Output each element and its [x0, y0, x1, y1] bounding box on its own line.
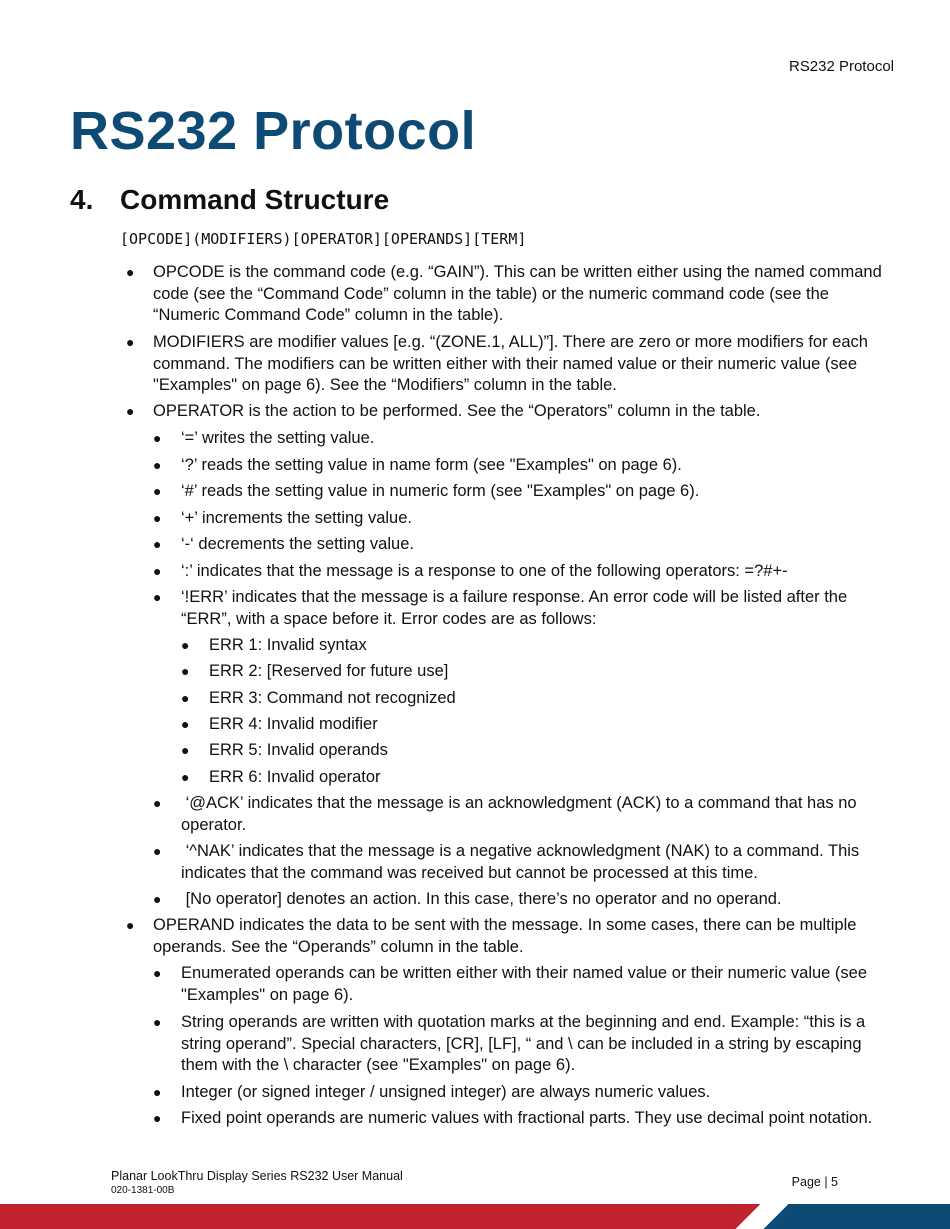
section-heading-text: Command Structure — [120, 184, 390, 215]
bullet-icon: ● — [153, 536, 162, 552]
bullet-operand-integer: ● Integer (or signed integer / unsigned integer) are always numeric values. — [153, 1082, 898, 1104]
bullet-icon: ● — [126, 264, 135, 280]
bullet-op-nak: ● ‘^NAK’ indicates that the message is a negative acknowledgment (NAK) to a command. This indicates that the command was received but cannot be processed at this time. — [153, 842, 864, 882]
bullet-op-ack: ● ‘@ACK’ indicates that the message is an acknowledgment (ACK) to a command that has no operator. — [153, 794, 862, 834]
bullet-op-none: ● [No operator] denotes an action. In this case, there’s no operator and no operand. — [153, 889, 898, 911]
section-number: 4. — [70, 184, 94, 215]
running-header: RS232 Protocol — [788, 58, 894, 75]
bullet-icon: ● — [181, 742, 190, 758]
bullet-operand-enum: ● Enumerated operands can be written either with their named value or their numeric value (see "Examples" on page 6). — [153, 964, 868, 1004]
bullet-err-5: ● ERR 5: Invalid operands — [181, 740, 881, 762]
bullet-icon: ● — [153, 965, 162, 981]
bullet-icon: ● — [153, 1014, 162, 1030]
bullet-icon: ● — [126, 403, 135, 419]
bullet-operand: ● OPERAND indicates the data to be sent with the message. In some cases, there can be multiple operands. See the “Operands” column in the table. — [126, 916, 857, 956]
bullet-icon: ● — [153, 1084, 162, 1100]
footer-page-number: Page | 5 — [791, 1175, 838, 1189]
bullet-operand-fixed: ● Fixed point operands are numeric values with fractional parts. They use decimal point notation. — [153, 1108, 898, 1130]
bullet-op-decrement: ● ‘-‘ decrements the setting value. — [153, 534, 898, 556]
bullet-icon: ● — [126, 334, 135, 350]
bullet-icon: ● — [153, 457, 162, 473]
bullet-err-3: ● ERR 3: Command not recognized — [181, 688, 881, 710]
bullet-icon: ● — [153, 843, 162, 859]
bullet-icon: ● — [181, 769, 190, 785]
bullet-icon: ● — [153, 430, 162, 446]
bullet-icon: ● — [153, 510, 162, 526]
bullet-err-2: ● ERR 2: [Reserved for future use] — [181, 661, 881, 683]
footer-manual-title: Planar LookThru Display Series RS232 User Manual — [111, 1169, 403, 1183]
footer-blue-band — [764, 1204, 950, 1229]
bullet-icon: ● — [181, 690, 190, 706]
bullet-op-read-name: ● ‘?’ reads the setting value in name form (see "Examples" on page 6). — [153, 455, 898, 477]
bullet-operand-string: ● String operands are written with quotation marks at the beginning and end. Example: “this is a string operand”. Special characters, [CR], [LF], “ and \ can be included in a string by escaping them with the \ character (see "Examples" on page 6). — [153, 1013, 866, 1074]
bullet-err-4: ● ERR 4: Invalid modifier — [181, 714, 881, 736]
bullet-opcode: ● OPCODE is the command code (e.g. “GAIN”). This can be written either using the named command code (see the “Command Code” column in the table) or the numeric command code (see the “Numeric Command Code” column in the table). — [126, 263, 882, 324]
bullet-err-1: ● ERR 1: Invalid syntax — [181, 635, 881, 657]
bullet-op-write: ● ‘=’ writes the setting value. — [153, 428, 898, 450]
footer-doc-number: 020-1381-00B — [111, 1185, 175, 1196]
bullet-icon: ● — [153, 563, 162, 579]
bullet-icon: ● — [153, 1110, 162, 1126]
bullet-operator: ● OPERATOR is the action to be performed. See the “Operators” column in the table. — [126, 401, 896, 423]
command-syntax: [OPCODE](MODIFIERS)[OPERATOR][OPERANDS][TERM] — [120, 230, 527, 248]
bullet-icon: ● — [153, 891, 162, 907]
bullet-icon: ● — [181, 637, 190, 653]
bullet-op-increment: ● ‘+’ increments the setting value. — [153, 508, 898, 530]
bullet-icon: ● — [126, 917, 135, 933]
bullet-icon: ● — [181, 716, 190, 732]
bullet-icon: ● — [153, 795, 162, 811]
bullet-icon: ● — [153, 589, 162, 605]
section-heading — [70, 184, 389, 216]
bullet-op-error: ● ‘!ERR’ indicates that the message is a failure response. An error code will be listed after the “ERR”, with a space before it. Error codes are as follows: — [153, 588, 848, 628]
page-title: RS232 Protocol — [70, 101, 477, 161]
bullet-icon: ● — [181, 663, 190, 679]
bullet-icon: ● — [153, 483, 162, 499]
bullet-err-6: ● ERR 6: Invalid operator — [181, 767, 881, 789]
bullet-op-read-numeric: ● ‘#’ reads the setting value in numeric form (see "Examples" on page 6). — [153, 481, 898, 503]
bullet-modifiers: ● MODIFIERS are modifier values [e.g. “(ZONE.1, ALL)”]. There are zero or more modifiers for each command. The modifiers can be written either with their named value or their numeric value (see "Examples" on page 6). See the “Modifiers” column in the table. — [126, 333, 868, 394]
bullet-op-response: ● ‘:’ indicates that the message is a response to one of the following operators: =?#+- — [153, 561, 898, 583]
